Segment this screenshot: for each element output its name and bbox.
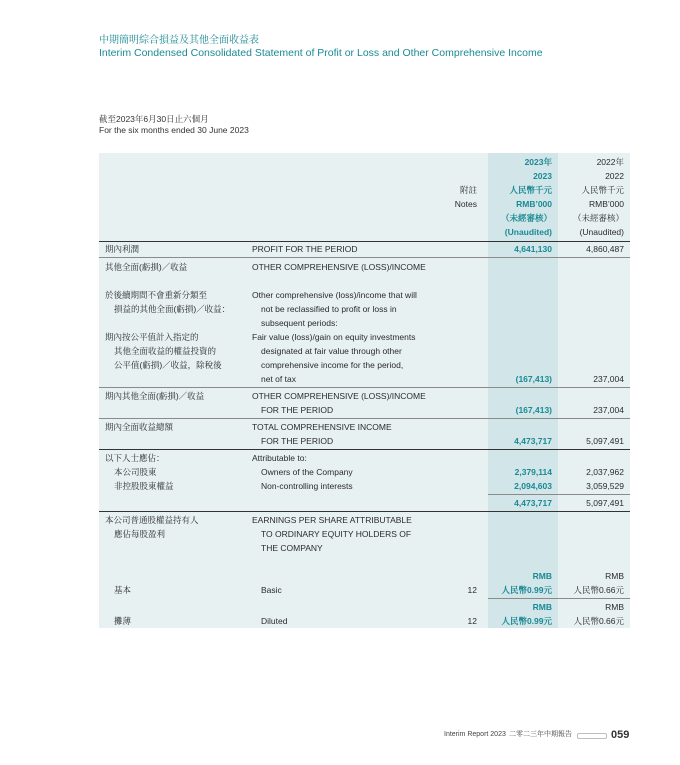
not-reclass-en-1: Other comprehensive (loss)/income that will	[252, 290, 417, 300]
prior-header-audit-zh: （未經審核）	[572, 213, 624, 223]
not-reclass-zh-2: 損益的其他全面(虧損)／收益：	[114, 304, 231, 314]
page-title	[99, 34, 543, 60]
fvoci-zh-3: 公平值(虧損)／收益，除稅後	[114, 360, 222, 370]
eps-heading-zh-2: 應佔每股盈利	[114, 529, 166, 539]
notes-header-en: Notes	[454, 199, 477, 209]
nci-en: Non-controlling interests	[261, 481, 353, 491]
not-reclass-en-3: subsequent periods:	[261, 318, 338, 328]
reporting-period-zh: 截至2023年6月30日止六個月	[99, 114, 209, 124]
current-header-audit-zh: （未經審核）	[500, 213, 552, 223]
oci-period-zh: 期內其他全面(虧損)／收益	[105, 391, 205, 401]
reporting-period	[99, 114, 249, 136]
not-reclass-en-2: not be reclassified to profit or loss in	[261, 304, 397, 314]
prior-header-unit-zh: 人民幣千元	[581, 185, 624, 195]
total-ci-current: 4,473,717	[514, 436, 552, 446]
owners-zh: 本公司股東	[114, 467, 157, 477]
attrib-total-current: 4,473,717	[514, 498, 552, 508]
attrib-heading-en: Attributable to:	[252, 453, 307, 463]
fvoci-en-4: net of tax	[261, 374, 296, 384]
prior-header-year-zh: 2022年	[596, 157, 624, 167]
fvoci-prior: 237,004	[593, 374, 624, 384]
total-ci-zh: 期內全面收益總額	[105, 422, 174, 432]
fvoci-zh-1: 期內按公平值計入指定的	[105, 332, 199, 342]
basic-prior-unit: RMB	[605, 571, 624, 581]
attrib-heading-zh: 以下人士應佔：	[105, 453, 165, 463]
diluted-en: Diluted	[261, 616, 288, 626]
oci-period-en-2: FOR THE PERIOD	[261, 405, 334, 415]
diluted-current-unit: RMB	[532, 602, 552, 612]
diluted-zh: 攤薄	[114, 616, 132, 626]
fvoci-current: (167,413)	[515, 374, 552, 384]
page-number: 059	[611, 729, 630, 741]
page-title-en: Interim Condensed Consolidated Statement of Profit or Loss and Other Comprehensive Income	[99, 47, 543, 59]
profit-prior: 4,860,487	[586, 244, 624, 254]
reporting-period-en: For the six months ended 30 June 2023	[99, 125, 249, 135]
oci-period-current: (167,413)	[515, 405, 552, 415]
total-ci-rule	[99, 449, 630, 450]
nci-prior: 3,059,529	[586, 481, 624, 491]
attrib-total-prior: 5,097,491	[586, 498, 624, 508]
eps-heading-en-3: THE COMPANY	[261, 543, 323, 553]
basic-rule	[488, 598, 630, 599]
oci-heading-en: OTHER COMPREHENSIVE (LOSS)/INCOME	[252, 262, 426, 272]
oci-period-en-1: OTHER COMPREHENSIVE (LOSS)/INCOME	[252, 391, 426, 401]
eps-heading-zh-1: 本公司普通股權益持有人	[105, 515, 199, 525]
basic-note: 12	[467, 585, 477, 595]
current-header-unit-zh: 人民幣千元	[509, 185, 552, 195]
oci-period-rule	[99, 418, 630, 419]
current-header-year: 2023	[533, 171, 552, 181]
financial-statement-table	[99, 153, 630, 628]
not-reclass-zh-1: 於後續期間不會重新分類至	[105, 290, 208, 300]
basic-en: Basic	[261, 585, 282, 595]
basic-current-unit: RMB	[532, 571, 552, 581]
owners-current: 2,379,114	[514, 467, 552, 477]
profit-current: 4,641,130	[514, 244, 552, 254]
oci-period-prior: 237,004	[593, 405, 624, 415]
eps-heading-en-1: EARNINGS PER SHARE ATTRIBUTABLE	[252, 515, 412, 525]
basic-current: 人民幣0.99元	[501, 585, 552, 595]
profit-label-en: PROFIT FOR THE PERIOD	[252, 244, 358, 254]
basic-zh: 基本	[114, 585, 132, 595]
fvoci-zh-2: 其他全面收益的權益投資的	[114, 346, 217, 356]
diluted-current: 人民幣0.99元	[501, 616, 552, 626]
prior-header-year: 2022	[605, 171, 624, 181]
diluted-prior-unit: RMB	[605, 602, 624, 612]
fvoci-rule	[99, 387, 630, 388]
owners-prior: 2,037,962	[586, 467, 624, 477]
total-ci-en-1: TOTAL COMPREHENSIVE INCOME	[252, 422, 392, 432]
page-title-zh: 中期簡明綜合損益及其他全面收益表	[99, 35, 259, 46]
nci-zh: 非控股股東權益	[114, 481, 174, 491]
diluted-prior: 人民幣0.66元	[573, 616, 624, 626]
fvoci-en-2: designated at fair value through other	[261, 346, 402, 356]
footer-report-en: Interim Report 2023	[444, 731, 506, 738]
fvoci-en-1: Fair value (loss)/gain on equity investments	[252, 332, 416, 342]
footer-report-zh: 二零二三年中期報告	[509, 731, 572, 738]
attrib-total-rule	[99, 511, 630, 512]
current-header-audit: (Unaudited)	[504, 227, 552, 237]
prior-header-unit: RMB’000	[589, 199, 624, 209]
oci-heading-zh: 其他全面(虧損)／收益	[105, 262, 188, 272]
eps-heading-en-2: TO ORDINARY EQUITY HOLDERS OF	[261, 529, 412, 539]
attrib-subtotal-rule	[488, 494, 630, 495]
footer-decorative-bar	[577, 733, 607, 739]
owners-en: Owners of the Company	[261, 467, 353, 477]
notes-header-zh: 附註	[459, 185, 477, 195]
basic-prior: 人民幣0.66元	[573, 585, 624, 595]
profit-label-zh: 期內利潤	[105, 244, 140, 254]
current-header-year-zh: 2023年	[524, 157, 552, 167]
total-ci-prior: 5,097,491	[586, 436, 624, 446]
current-header-unit: RMB’000	[516, 199, 552, 209]
total-ci-en-2: FOR THE PERIOD	[261, 436, 334, 446]
profit-rule	[99, 257, 630, 258]
fvoci-en-3: comprehensive income for the period,	[261, 360, 404, 370]
diluted-note: 12	[467, 616, 477, 626]
nci-current: 2,094,603	[514, 481, 552, 491]
prior-header-audit: (Unaudited)	[579, 227, 624, 237]
